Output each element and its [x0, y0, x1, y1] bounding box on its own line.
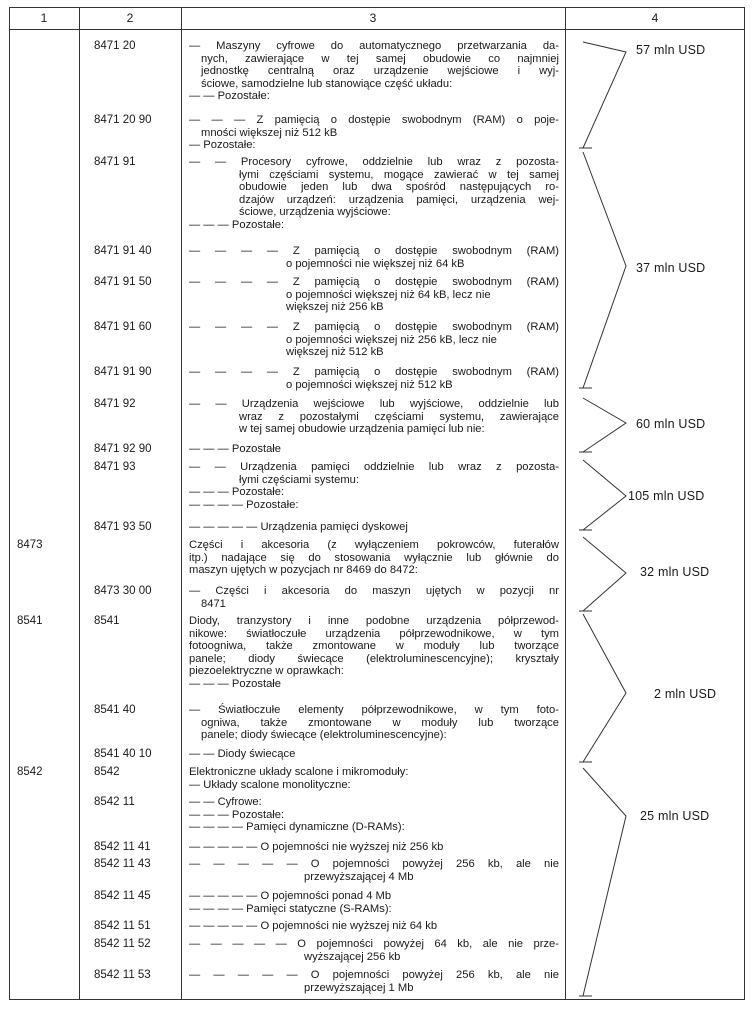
description-line: w tej samej obudowie urządzenia pamięci lub nie:	[239, 423, 485, 435]
description-line: — Światłoczułe elementy półprzewodnikowe, w tym foto-	[189, 704, 559, 716]
description-line: nikowe: światłoczułe urządzenia półprzewodnikowe, w tym	[189, 627, 559, 640]
tariff-code: 8541	[94, 615, 120, 627]
tariff-code: 8542 11 45	[94, 890, 151, 902]
grouping-brace	[583, 460, 626, 530]
description-line: obudowie jeden lub dwa spośród następujących ro-	[239, 181, 559, 193]
tariff-code: 8542 11 41	[94, 841, 151, 853]
grouping-brace	[583, 398, 626, 452]
description-line: — — — — — O pojemności powyżej 256 kb, ale nie	[189, 858, 559, 870]
description-line: — — — — Z pamięcią o dostępie swobodnym (RAM)	[189, 321, 559, 333]
heading-number: 8542	[17, 766, 43, 778]
tariff-code: 8471 91 90	[94, 366, 152, 378]
description-cell	[189, 245, 559, 270]
description-cell	[189, 443, 559, 456]
description-line: panele; diody świecące (elektroluminescencyjne); kryształy	[189, 652, 559, 665]
description-cell	[189, 276, 559, 314]
column-divider	[181, 7, 182, 1000]
description-cell	[189, 841, 559, 854]
description-line: itp.) nadające się do stosowania wyłącznie lub głównie do	[189, 551, 559, 564]
description-line: przewyższającej 1 Mb	[304, 981, 414, 994]
tariff-code: 8542 11 53	[94, 969, 151, 981]
description-line: — — — — Pozostałe:	[189, 498, 299, 511]
description-line: wyższającej 256 kb	[304, 950, 401, 963]
description-line: — — — — — O pojemności ponad 4 Mb	[189, 890, 392, 902]
description-line: — — — — — Urządzenia pamięci dyskowej	[189, 521, 408, 533]
description-line: — — — — — O pojemności powyżej 64 kb, ale nie prze-	[189, 938, 559, 950]
value-label: 37 mln USD	[636, 261, 706, 275]
grouping-brace	[583, 537, 626, 611]
tariff-code: 8541 40 10	[94, 748, 152, 760]
description-line: łymi częściami systemu, mogące zawierać w tej samej	[239, 168, 559, 181]
column-header-1: 1	[40, 11, 48, 25]
description-line: — — — — — O pojemności nie wyższej niż 64 kb	[189, 920, 438, 932]
value-label: 32 mln USD	[640, 565, 710, 579]
description-line: — Pozostałe:	[189, 139, 256, 151]
description-line: — — — — Pamięci dynamiczne (D-RAMs):	[189, 821, 405, 833]
description-cell	[189, 366, 559, 391]
value-label: 25 mln USD	[640, 809, 710, 823]
description-line: jednostkę centralną oraz urządzenie wejściowe i wyj-	[201, 65, 559, 77]
tariff-code: 8542 11 43	[94, 858, 151, 870]
description-line: — — — — — O pojemności nie wyższej niż 256 kb	[189, 841, 444, 853]
value-label: 57 mln USD	[636, 43, 706, 57]
description-line: mności większej niż 512 kB	[201, 126, 338, 139]
description-cell	[189, 890, 559, 915]
grouping-brace	[583, 614, 626, 762]
description-cell	[189, 766, 559, 791]
description-line: — — — — Pamięci statyczne (S-RAMs):	[189, 902, 392, 915]
column-header-2: 2	[126, 11, 134, 25]
description-line: fotoogniwa, także zmontowane w moduły lub tworzące	[189, 640, 559, 652]
description-line: — — Pozostałe:	[189, 90, 270, 102]
description-line: — — Procesory cyfrowe, oddzielnie lub wraz z pozosta-	[189, 156, 559, 168]
tariff-code: 8471 92 90	[94, 443, 152, 455]
description-line: — — Diody świecące	[189, 748, 296, 760]
description-line: — — — — Z pamięcią o dostępie swobodnym (RAM)	[189, 245, 559, 257]
value-label: 105 mln USD	[628, 489, 705, 503]
tariff-code: 8471 91 60	[94, 321, 152, 333]
column-divider	[565, 7, 566, 1000]
description-cell	[189, 521, 559, 534]
description-line: Części i akcesoria (z wyłączeniem pokrowców, futerałów	[189, 539, 559, 551]
description-line: o pojemności większej niż 512 kB	[286, 378, 453, 391]
description-cell	[189, 539, 559, 577]
tariff-code: 8542 11 52	[94, 938, 151, 950]
description-line: większej niż 512 kB	[286, 346, 384, 358]
description-line: przewyższającej 4 Mb	[304, 870, 414, 883]
description-line: — — Urządzenia wejściowe lub wyjściowe, oddzielnie lub	[189, 398, 559, 410]
description-line: Diody, tranzystory i inne podobne urządzenia półprzewod-	[189, 615, 559, 627]
description-line: — — — Pozostałe:	[189, 486, 285, 498]
description-cell	[189, 114, 559, 152]
tariff-code: 8471 93 50	[94, 521, 152, 533]
description-line: maszyn ujętych w pozycjach nr 8469 do 8472:	[189, 564, 418, 576]
column-header-4: 4	[651, 11, 659, 25]
column-header-3: 3	[369, 11, 377, 25]
description-line: panele; diody świecące (elektroluminescencyjne):	[201, 729, 447, 741]
tariff-code: 8471 92	[94, 398, 136, 410]
description-cell	[189, 704, 559, 742]
tariff-code: 8541 40	[94, 704, 136, 716]
description-line: ściowe, urządzenia wyjściowe:	[239, 206, 391, 218]
value-label: 60 mln USD	[636, 417, 706, 431]
description-line: o pojemności nie większej niż 64 kB	[286, 257, 465, 270]
description-line: — — — — Z pamięcią o dostępie swobodnym (RAM)	[189, 366, 559, 378]
description-line: — Części i akcesoria do maszyn ujętych w pozycji nr	[189, 585, 559, 597]
description-line: — — Cyfrowe:	[189, 796, 262, 808]
heading-number: 8541	[17, 615, 43, 627]
tariff-code: 8471 91 40	[94, 245, 152, 257]
description-line: — — Urządzenia pamięci oddzielnie lub wraz z pozosta-	[189, 461, 559, 473]
description-line: 8471	[201, 597, 226, 610]
description-cell	[189, 461, 559, 511]
description-cell	[189, 920, 559, 933]
description-line: — — — Pozostałe:	[189, 218, 285, 231]
description-cell	[189, 748, 559, 761]
grouping-brace	[583, 152, 626, 388]
description-line: — — — Pozostałe	[189, 443, 282, 455]
description-cell	[189, 796, 559, 834]
description-cell	[189, 858, 559, 883]
description-cell	[189, 585, 559, 610]
column-divider	[79, 7, 80, 1000]
description-line: piezoelektryczne w oprawkach:	[189, 665, 344, 677]
tariff-code: 8542	[94, 766, 120, 778]
grouping-brace	[583, 768, 626, 996]
description-line: większej niż 256 kB	[286, 301, 384, 313]
description-line: dzajów urządzeń: urządzenia pamięci, urządzenia wej-	[239, 193, 559, 206]
tariff-code: 8471 91	[94, 156, 136, 168]
description-line: — — — Z pamięcią o dostępie swobodnym (RAM) o poje-	[189, 114, 559, 126]
header-rule	[9, 29, 745, 30]
description-cell	[189, 321, 559, 359]
tariff-code: 8471 20 90	[94, 114, 152, 126]
tariff-code: 8471 91 50	[94, 276, 152, 288]
description-line: — — — Pozostałe	[189, 677, 282, 690]
description-cell	[189, 969, 559, 994]
tariff-code: 8471 93	[94, 461, 136, 473]
tariff-code: 8542 11 51	[94, 920, 151, 932]
description-line: Elektroniczne układy scalone i mikromoduły:	[189, 766, 409, 778]
description-line: — Układy scalone monolityczne:	[189, 778, 351, 791]
description-line: ściowe, samodzielne lub stanowiące część układu:	[201, 77, 453, 90]
description-line: — — — Pozostałe:	[189, 808, 285, 821]
description-line: o pojemności większej niż 64 kB, lecz nie	[286, 288, 491, 301]
description-line: o pojemności większej niż 256 kB, lecz nie	[286, 333, 497, 346]
heading-number: 8473	[17, 539, 43, 551]
description-line: — — — — — O pojemności powyżej 256 kb, ale nie	[189, 969, 559, 981]
description-line: — — — — Z pamięcią o dostępie swobodnym (RAM)	[189, 276, 559, 288]
description-cell	[189, 398, 559, 436]
description-line: nych, zawierające w tej samej obudowie co najmniej	[201, 52, 559, 65]
tariff-code: 8471 20	[94, 40, 136, 52]
description-line: wraz z pozostałymi częściami systemu, zawierające	[239, 410, 559, 423]
description-cell	[189, 615, 559, 690]
description-cell	[189, 40, 559, 103]
value-label: 2 mln USD	[654, 687, 717, 701]
tariff-code: 8542 11	[94, 796, 135, 808]
description-line: ogniwa, także zmontowane w moduły lub tworzące	[201, 716, 559, 729]
description-line: łymi częściami systemu:	[239, 473, 359, 486]
tariff-code: 8473 30 00	[94, 585, 152, 597]
description-line: — Maszyny cyfrowe do automatycznego przetwarzania da-	[189, 40, 559, 52]
description-cell	[189, 938, 559, 963]
description-cell	[189, 156, 559, 231]
grouping-brace	[583, 42, 626, 148]
